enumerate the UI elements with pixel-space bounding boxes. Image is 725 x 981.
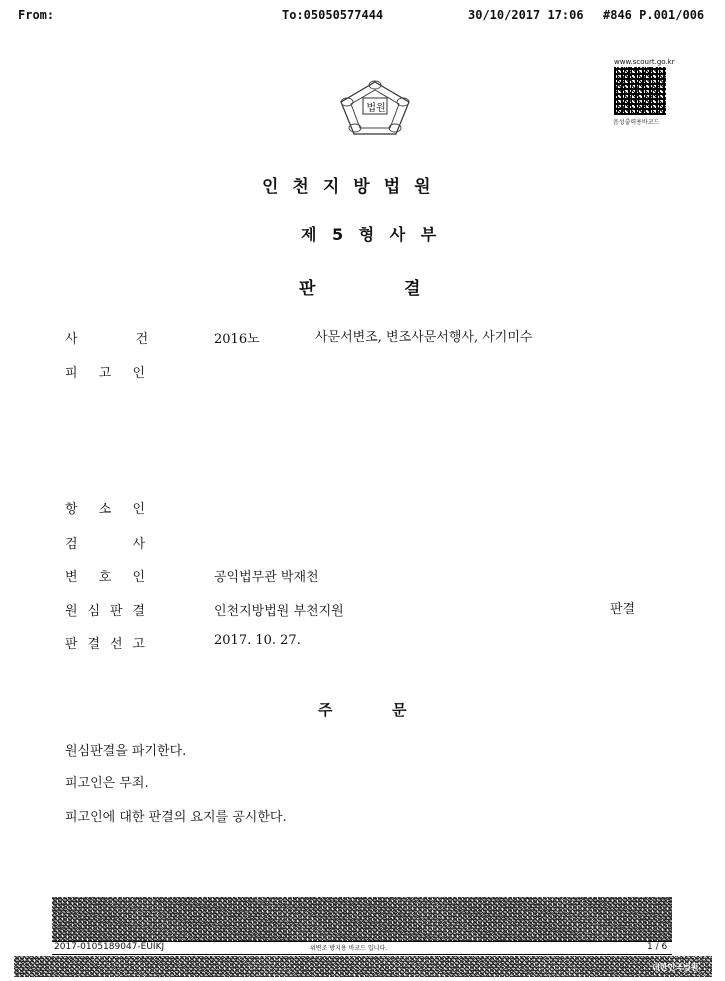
field-label-case: 사 건: [65, 332, 149, 347]
emblem-text: 법원: [366, 103, 386, 114]
anti-forgery-barcode: [52, 897, 672, 941]
order-item-1: 원심판결을 파기한다.: [65, 744, 187, 759]
fax-page: #846 P.001/006: [603, 8, 705, 22]
order-title-left: 주: [318, 701, 333, 719]
field-value-sentencing-date: 2017. 10. 27.: [214, 633, 301, 648]
court-emblem: [335, 78, 415, 138]
court-name: 인천지방법원: [262, 177, 445, 197]
fax-from: From:: [18, 8, 55, 22]
field-value-case-number: 2016노: [214, 332, 260, 347]
doc-type-left: 판: [299, 279, 316, 299]
footer-doc-id: 2017-0105189047-EUIKJ: [54, 942, 165, 952]
fax-to: To:05050577444: [282, 8, 384, 22]
field-label-defendant: 피 고 인: [65, 366, 145, 381]
footer-pattern-band: [14, 956, 712, 977]
fax-datetime: 30/10/2017 17:06: [468, 8, 584, 22]
order-item-3: 피고인에 대한 판결의 요지를 공시한다.: [65, 810, 287, 825]
department-name: 제 5 형 사 부: [301, 225, 442, 244]
field-value-counsel: 공익법무관 박재천: [214, 570, 319, 585]
qr-url: www.scourt.go.kr: [614, 58, 675, 66]
order-title-right: 문: [392, 701, 407, 719]
qr-code: [614, 67, 666, 115]
field-label-appellant: 항 소 인: [65, 502, 145, 517]
field-label-original-judgment: 원 심 판 결: [65, 604, 145, 619]
field-label-counsel: 변 호 인: [65, 570, 145, 585]
qr-caption: 음성출력용바코드: [613, 119, 660, 126]
field-value-case-charges: 사문서변조, 변조사문서행사, 사기미수: [315, 330, 533, 345]
footer-issuer: 대한민국법원: [652, 963, 699, 972]
order-item-2: 피고인은 무죄.: [65, 776, 149, 791]
doc-type-right: 결: [404, 279, 421, 299]
field-label-sentencing-date: 판 결 선 고: [65, 637, 145, 652]
footer-page: 1 / 6: [647, 942, 668, 952]
field-value-original-judgment-suffix: 판결: [610, 602, 636, 617]
field-label-prosecutor: 검 사: [65, 537, 145, 552]
footer-info-bar: [52, 941, 672, 955]
footer-notice: 위변조 방지용 바코드 입니다.: [310, 945, 388, 952]
field-value-original-court: 인천지방법원 부천지원: [214, 604, 344, 619]
